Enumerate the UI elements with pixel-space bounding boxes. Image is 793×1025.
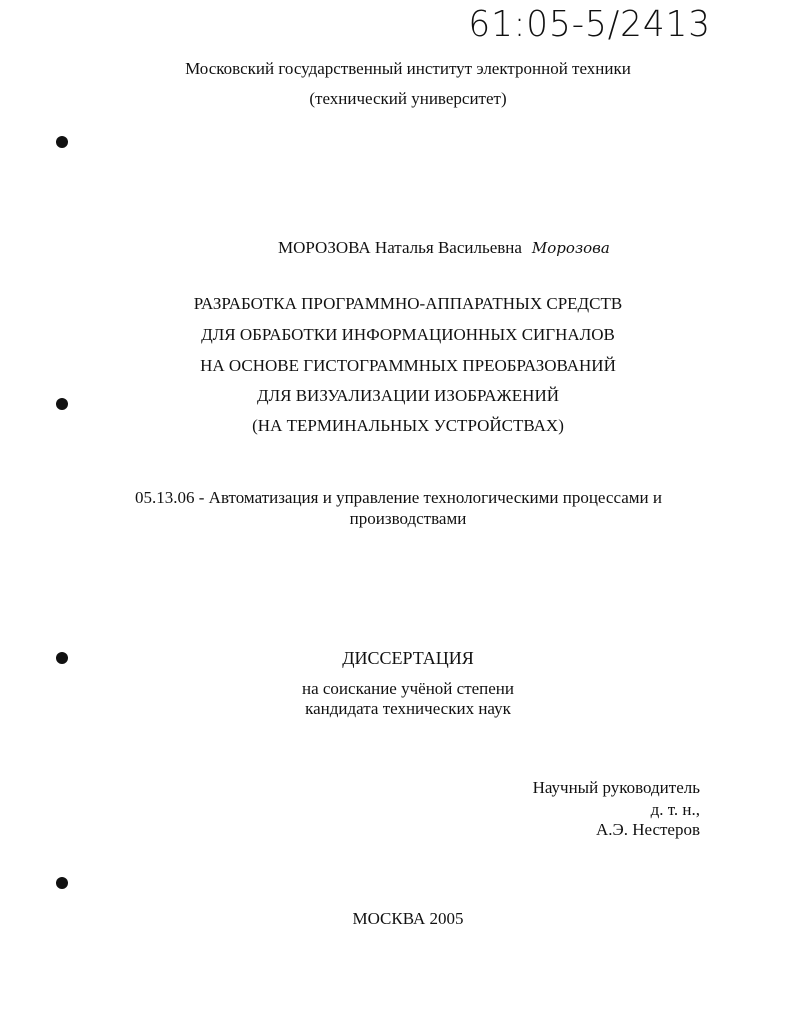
- title-line: ДЛЯ ВИЗУАЛИЗАЦИИ ИЗОБРАЖЕНИЙ: [256, 386, 559, 405]
- title-line: НА ОСНОВЕ ГИСТОГРАММНЫХ ПРЕОБРАЗОВАНИЙ: [200, 356, 616, 375]
- title-line: ДЛЯ ОБРАБОТКИ ИНФОРМАЦИОННЫХ СИГНАЛОВ: [201, 325, 615, 344]
- institution-name: Московский государственный институт электронной техники: [185, 59, 631, 78]
- supervisor-label: Научный руководитель: [532, 778, 700, 797]
- handwritten-registration-number: 61:05-5/2413: [468, 4, 712, 45]
- specialty-line-continued: производствами: [349, 509, 467, 528]
- supervisor-name: А.Э. Нестеров: [595, 820, 700, 839]
- title-line: (НА ТЕРМИНАЛЬНЫХ УСТРОЙСТВАХ): [252, 416, 564, 435]
- work-type-heading: ДИССЕРТАЦИЯ: [342, 648, 474, 668]
- author-name: МОРОЗОВА Наталья Васильевна: [278, 238, 522, 257]
- title-line: РАЗРАБОТКА ПРОГРАММНО-АППАРАТНЫХ СРЕДСТВ: [193, 294, 623, 313]
- degree-line: кандидата технических наук: [305, 699, 511, 718]
- degree-line: на соискание учёной степени: [301, 679, 515, 698]
- author-line: [278, 238, 610, 258]
- specialty-line: 05.13.06 - Автоматизация и управление технологическими процессами и: [135, 488, 662, 507]
- punch-hole: [56, 136, 68, 148]
- city-year: МОСКВА 2005: [352, 909, 464, 928]
- supervisor-degree: д. т. н.,: [650, 800, 700, 819]
- punch-hole: [56, 877, 68, 889]
- institution-subtitle: (технический университет): [309, 89, 507, 108]
- author-signature: Морозова: [531, 239, 610, 257]
